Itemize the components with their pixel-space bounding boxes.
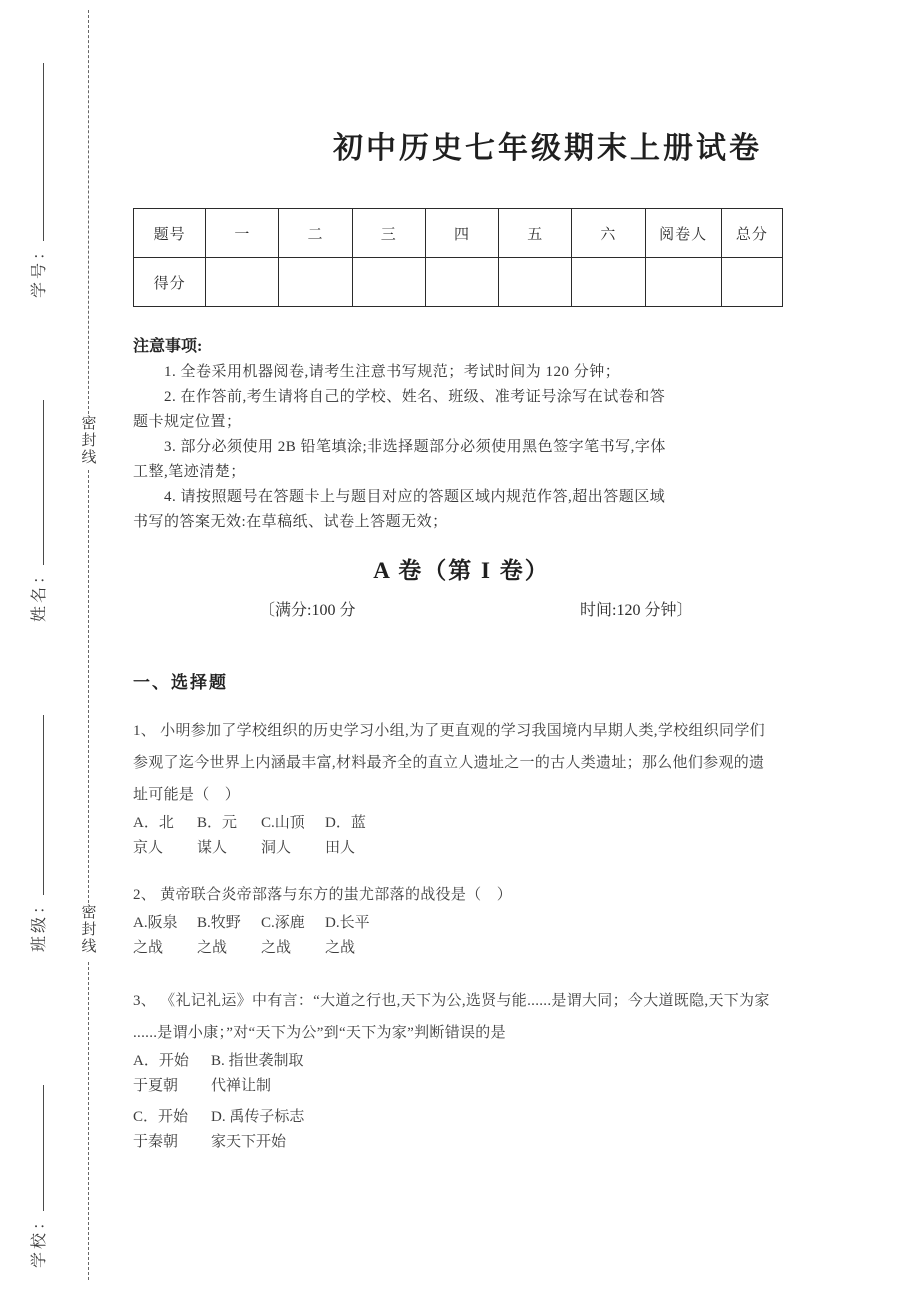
seal-line-label: 密封线 — [81, 905, 97, 955]
option-label: 于夏朝 — [133, 1078, 179, 1094]
school-blank-line[interactable] — [30, 1085, 44, 1211]
question-1-options — [133, 811, 790, 861]
question-3-option-d — [211, 1105, 304, 1155]
class-label: 班级： — [31, 894, 48, 952]
option-label: 于秦朝 — [133, 1134, 179, 1150]
student-id-blank-line[interactable] — [30, 63, 44, 241]
section-heading-choice-questions: 一、选择题 — [133, 673, 228, 692]
sidebar-field-class — [30, 715, 50, 952]
option-label: 之战 — [325, 940, 356, 956]
notice-line: 工整,笔迹清楚； — [133, 464, 246, 480]
score-table-header-cell: 二 — [279, 209, 352, 258]
page-title: 初中历史七年级期末上册试卷 — [333, 132, 762, 165]
score-table-header-row — [134, 209, 783, 258]
seal-line-segment — [88, 470, 89, 903]
question-2 — [133, 879, 790, 961]
option-label: 京人 — [133, 840, 164, 856]
question-2-option-d — [325, 911, 389, 961]
seal-line-segment — [88, 962, 89, 1280]
option-label: 代禅让制 — [211, 1078, 272, 1094]
question-2-stem-line: 2、 黄帝联合炎帝部落与东方的蚩尤部落的战役是（ ） — [133, 887, 513, 903]
option-label: 谋人 — [197, 840, 228, 856]
notice-section — [133, 334, 790, 535]
sidebar-field-school — [30, 1085, 50, 1268]
question-2-option-a — [133, 911, 197, 961]
question-2-options — [133, 911, 790, 961]
score-table — [133, 208, 783, 307]
option-label: 洞人 — [261, 840, 292, 856]
question-3-stem-line: 3、 《礼记礼运》中有言：“大道之行也,天下为公,选贤与能......是谓大同；今大道既隐,天下为家 — [133, 993, 770, 1009]
option-label: A.阪泉 — [133, 915, 178, 931]
question-1-option-a — [133, 811, 197, 861]
score-table-header-cell: 三 — [352, 209, 425, 258]
score-cell[interactable] — [572, 258, 645, 307]
score-cell[interactable] — [721, 258, 782, 307]
notice-line: 书写的答案无效:在草稿纸、试卷上答题无效； — [133, 514, 448, 530]
question-3-stem-line: ......是谓小康；”对“天下为公”到“天下为家”判断错误的是 — [133, 1025, 506, 1041]
notice-line: 题卡规定位置； — [133, 414, 242, 430]
score-cell[interactable] — [352, 258, 425, 307]
option-label: C．开始 — [133, 1109, 189, 1125]
option-label: D.长平 — [325, 915, 370, 931]
score-cell[interactable] — [499, 258, 572, 307]
question-1 — [133, 715, 790, 861]
option-label: A．北 — [133, 815, 174, 831]
question-1-stem-line: 1、 小明参加了学校组织的历史学习小组,为了更直观的学习我国境内早期人类,学校组织同学们 — [133, 723, 765, 739]
score-table-header-cell: 阅卷人 — [645, 209, 721, 258]
score-table-header-cell: 题号 — [134, 209, 206, 258]
score-table-score-row — [134, 258, 783, 307]
option-label: B.牧野 — [197, 915, 241, 931]
notice-line: 3. 部分必须使用 2B 铅笔填涂;非选择题部分必须使用黑色签字笔书写,字体 — [133, 439, 666, 455]
option-label: 之战 — [261, 940, 292, 956]
question-3 — [133, 985, 790, 1155]
score-row-label: 得分 — [134, 258, 206, 307]
question-3-option-b — [211, 1049, 304, 1099]
option-label: C.山顶 — [261, 815, 305, 831]
question-1-option-b — [197, 811, 261, 861]
score-table-header-cell: 总分 — [721, 209, 782, 258]
option-label: 田人 — [325, 840, 356, 856]
question-1-stem-line: 址可能是（ ） — [133, 787, 241, 803]
option-label: C.涿鹿 — [261, 915, 305, 931]
score-table-header-cell: 五 — [499, 209, 572, 258]
notice-line: 2. 在作答前,考生请将自己的学校、姓名、班级、准考证号涂写在试卷和答 — [133, 389, 666, 405]
score-cell[interactable] — [279, 258, 352, 307]
option-label: D．蓝 — [325, 815, 366, 831]
question-3-options-row-1 — [133, 1049, 790, 1099]
option-label: B. 指世袭制取 — [211, 1053, 304, 1069]
score-cell[interactable] — [206, 258, 279, 307]
exam-content — [133, 0, 790, 1155]
class-blank-line[interactable] — [30, 715, 44, 895]
score-cell[interactable] — [425, 258, 498, 307]
score-cell[interactable] — [645, 258, 721, 307]
question-3-option-c — [133, 1105, 211, 1155]
option-label: D. 禹传子标志 — [211, 1109, 305, 1125]
name-label: 姓名： — [31, 564, 48, 622]
sidebar-field-student-id — [30, 63, 50, 298]
seal-line-segment — [88, 10, 89, 414]
option-label: 家天下开始 — [211, 1134, 287, 1150]
notice-line: 1. 全卷采用机器阅卷,请考生注意书写规范；考试时间为 120 分钟； — [133, 364, 621, 380]
section-a-meta — [133, 597, 790, 622]
name-blank-line[interactable] — [30, 400, 44, 565]
score-table-header-cell: 四 — [425, 209, 498, 258]
question-2-option-c — [261, 911, 325, 961]
option-label: A．开始 — [133, 1053, 189, 1069]
notice-line: 4. 请按照题号在答题卡上与题目对应的答题区域内规范作答,超出答题区域 — [133, 489, 666, 505]
full-score-note: 〔满分:100 分 — [259, 602, 356, 619]
section-a-title: A 卷（第 I 卷） — [373, 558, 550, 583]
notice-heading: 注意事项: — [133, 338, 203, 355]
option-label: B．元 — [197, 815, 238, 831]
question-3-option-a — [133, 1049, 211, 1099]
question-1-option-c — [261, 811, 325, 861]
option-label: 之战 — [133, 940, 164, 956]
question-2-option-b — [197, 911, 261, 961]
sidebar-field-name — [30, 400, 50, 622]
student-id-label: 学号： — [31, 240, 48, 298]
seal-line-label: 密封线 — [81, 416, 97, 466]
score-table-header-cell: 六 — [572, 209, 645, 258]
question-1-stem-line: 参观了迄今世界上内涵最丰富,材料最齐全的直立人遗址之一的古人类遗址；那么他们参观的遗 — [133, 755, 765, 771]
option-label: 之战 — [197, 940, 228, 956]
school-label: 学校： — [31, 1210, 48, 1268]
score-table-header-cell: 一 — [206, 209, 279, 258]
question-1-option-d — [325, 811, 389, 861]
question-3-options-row-2 — [133, 1105, 790, 1155]
time-note: 时间:120 分钟〕 — [580, 602, 693, 619]
